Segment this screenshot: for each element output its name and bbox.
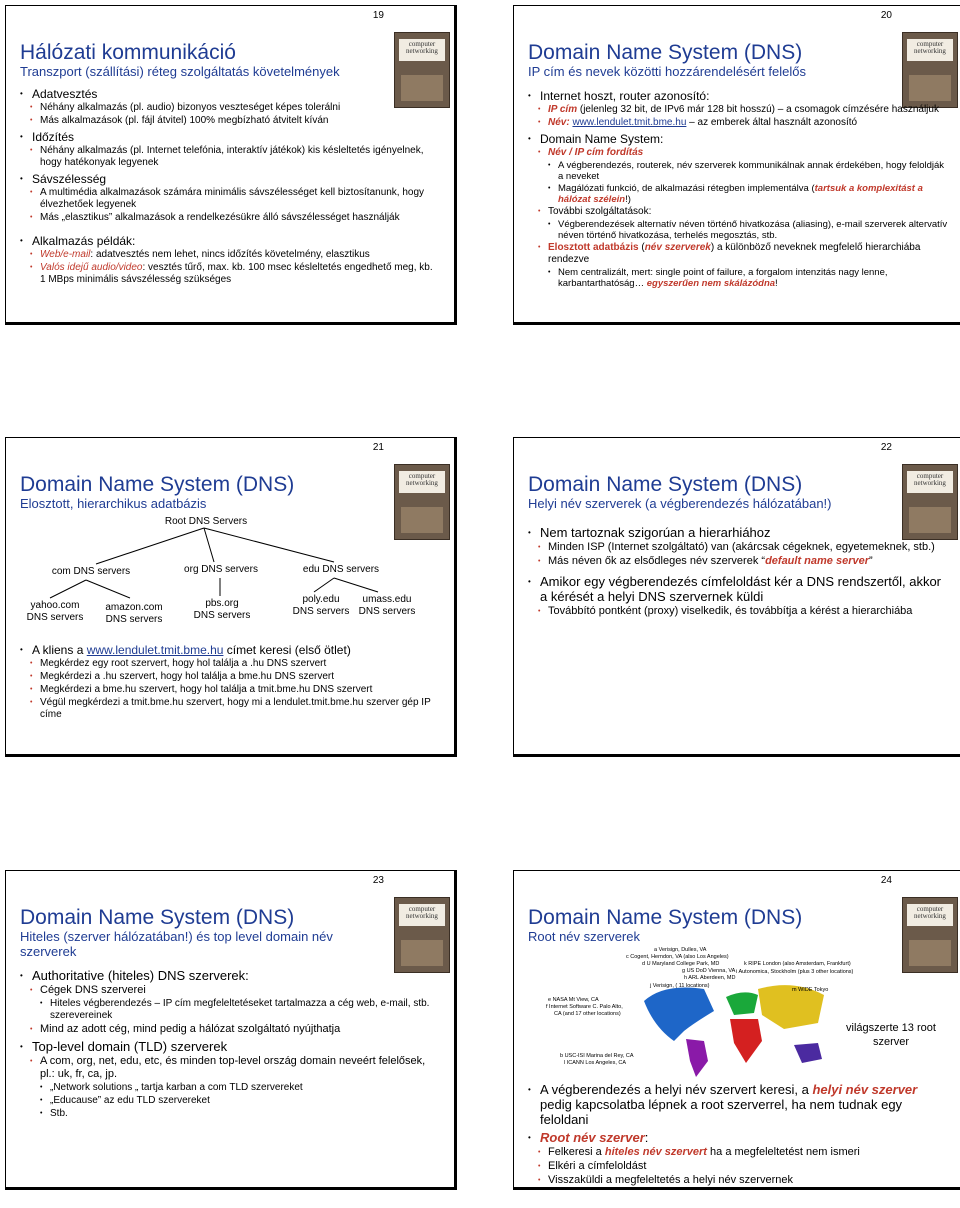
sub-bullet: • Név: www.lendulet.tmit.bme.hu – az emberek által használt azonosító xyxy=(528,117,948,129)
slide-title: Domain Name System (DNS) xyxy=(528,906,803,929)
root-server-label: h ARL Aberdeen, MD xyxy=(684,975,736,981)
sub-sub-bullet: • Hiteles végberendezés – IP cím megfeleltetéseket tartalmazza a cég web, e-mail, stb. szerevereinek xyxy=(20,998,440,1022)
root-server-label: i Autonomica, Stockholm (plus 3 other locations) xyxy=(736,969,854,975)
slide-22 xyxy=(513,437,960,757)
slide-subtitle: Hiteles (szerver hálózatában!) és top level domain név szerverek xyxy=(20,929,333,959)
sub-bullet: • Cégek DNS szerverei xyxy=(20,984,440,997)
slide-body xyxy=(20,84,440,286)
pbs-dns-node: pbs.org DNS servers xyxy=(193,598,251,621)
slide-number: 21 xyxy=(372,442,384,453)
book-cover-icon: computer networking xyxy=(394,32,450,108)
slide-number: 19 xyxy=(372,10,384,21)
slide-20 xyxy=(513,5,960,325)
slide-title: Domain Name System (DNS) xyxy=(20,906,295,929)
sub-bullet: • Valós idejű audio/video: vesztés tűrő, max. kb. 100 msec késleltetés engedhető meg, kb. 1 MBps minimális sávszélesség szükséges xyxy=(20,262,440,286)
bullet: • A kliens a www.lendulet.tmit.bme.hu címet keresi (első ötlet) xyxy=(20,643,440,657)
bullet: • Adatvesztés xyxy=(20,87,440,101)
sub-bullet: • Más néven ők az elsődleges név szerverek “default name server” xyxy=(528,555,948,568)
sub-bullet: • Néhány alkalmazás (pl. Internet telefónia, interaktív játékok) kis késleltetés igényelnek, hogy hatékonyak legyenek xyxy=(20,145,440,169)
com-dns-node: com DNS servers xyxy=(51,566,131,577)
sub-bullet: • Más alkalmazások (pl. fájl átvitel) 100% megbízható átvitelt kíván xyxy=(20,115,440,127)
root-server-label: j Verisign, ( 11 locations) xyxy=(650,983,710,989)
bullet: • A végberendezés a helyi név szervert keresi, a helyi név szerver pedig kapcsolatba lépnek a root szerverrel, ha nem tudnak egy feloldani xyxy=(528,1082,948,1127)
root-server-label: CA (and 17 other locations) xyxy=(554,1011,621,1017)
bullet: • Időzítés xyxy=(20,130,440,144)
sub-sub-bullet: • „Network solutions „ tartja karban a com TLD szervereket xyxy=(20,1082,440,1094)
sub-bullet: • A multimédia alkalmazások számára minimális sávszélességet kell biztosítanunk, hogy élvezhetőek legyenek xyxy=(20,187,440,211)
umass-dns-node: umass.edu DNS servers xyxy=(358,594,416,617)
sub-bullet: • Megkérdez egy root szervert, hogy hol találja a .hu DNS szervert xyxy=(20,658,440,670)
sub-sub-bullet: • A végberendezés, routerek, név szerverek kommunikálnak annak érdekében, hogy feloldják a neveket xyxy=(528,160,948,182)
org-dns-node: org DNS servers xyxy=(184,564,258,575)
slide-subtitle: Transzport (szállítási) réteg szolgáltatás követelmények xyxy=(20,64,340,79)
sub-bullet: • Név / IP cím fordítás xyxy=(528,147,948,159)
slide-21 xyxy=(5,437,457,757)
bullet: • Internet hoszt, router azonosító: xyxy=(528,89,948,103)
bullet: • Amikor egy végberendezés címfeloldást kér a DNS rendszertől, akkor a kérését a helyi DNS szervernek küldi xyxy=(528,574,948,604)
sub-bullet: • Megkérdezi a bme.hu szervert, hogy hol találja a tmit.bme.hu DNS szervert xyxy=(20,684,440,696)
root-server-label: g US DoD Vienna, VA xyxy=(682,968,736,974)
slide-subtitle: Helyi név szerverek (a végberendezés hálózatában!) xyxy=(528,496,832,511)
slide-body xyxy=(20,965,440,1120)
slide-title: Hálózati kommunikáció xyxy=(20,41,236,64)
root-server-label: m WIDE Tokyo xyxy=(792,987,829,993)
root-dns-node: Root DNS Servers xyxy=(164,516,248,527)
slide-24 xyxy=(513,870,960,1190)
url-link[interactable]: www.lendulet.tmit.bme.hu xyxy=(572,117,687,128)
bullet: • Authoritative (hiteles) DNS szerverek: xyxy=(20,968,440,983)
root-server-label: k RIPE London (also Amsterdam, Frankfurt) xyxy=(744,961,851,967)
sub-sub-bullet: • Végberendezések alternatív néven történő hivatkozása (aliasing), e-mail szerverek altervatív néven történő hivatkozása, terhelés megosztás, stb. xyxy=(528,219,948,241)
slide-subtitle: IP cím és nevek közötti hozzárendelésért felelős xyxy=(528,64,806,79)
sub-sub-bullet: • Stb. xyxy=(20,1108,440,1120)
slide-title: Domain Name System (DNS) xyxy=(528,41,803,64)
sub-bullet: • Végül megkérdezi a tmit.bme.hu szervert, hogy mi a lendulet.tmit.bme.hu szerver gép IP címe xyxy=(20,697,440,721)
slide-subtitle: Elosztott, hierarchikus adatbázis xyxy=(20,496,207,511)
sub-bullet: • Minden ISP (Internet szolgáltató) van (akárcsak cégeknek, egyetemeknek, stb.) xyxy=(528,541,948,554)
bullet: • Alkalmazás példák: xyxy=(20,234,440,248)
book-cover-icon: computer networking xyxy=(902,464,958,540)
slide-23 xyxy=(5,870,457,1190)
bullet: • Nem tartoznak szigorúan a hierarhiához xyxy=(528,525,948,540)
root-server-label: b USC-ISI Marina del Rey, CA xyxy=(560,1053,634,1059)
slide-number: 23 xyxy=(372,875,384,886)
sub-sub-bullet: • Magálózati funkció, de alkalmazási rétegben implementálva (tartsuk a komplexitást a hálózat szélein!) xyxy=(528,183,948,205)
slide-title: Domain Name System (DNS) xyxy=(20,473,295,496)
bullet: • Root név szerver: xyxy=(528,1130,948,1145)
book-cover-icon: computer networking xyxy=(394,897,450,973)
sub-bullet: • Visszaküldi a megfeleltetés a helyi név szervernek xyxy=(528,1174,948,1187)
book-cover-icon: computer networking xyxy=(394,464,450,540)
sub-bullet: • Elkéri a címfeloldást xyxy=(528,1160,948,1173)
sub-bullet: • A com, org, net, edu, etc, és minden top-level ország domain neveért felelősek, pl.: uk, fr, ca, jp. xyxy=(20,1055,440,1081)
root-server-label: a Verisign, Dulles, VA xyxy=(654,947,707,953)
slide-number: 22 xyxy=(880,442,892,453)
slide-title: Domain Name System (DNS) xyxy=(528,473,803,496)
yahoo-dns-node: yahoo.com DNS servers xyxy=(26,600,84,623)
amazon-dns-node: amazon.com DNS servers xyxy=(105,602,163,625)
sub-bullet: • Felkeresi a hiteles név szervert ha a megfeleltetést nem ismeri xyxy=(528,1146,948,1159)
sub-bullet: • Megkérdezi a .hu szervert, hogy hol találja a bme.hu DNS szervert xyxy=(20,671,440,683)
book-cover-icon: computer networking xyxy=(902,897,958,973)
root-server-label: l ICANN Los Angeles, CA xyxy=(564,1060,627,1066)
sub-bullet: • Web/e-mail: adatvesztés nem lehet, nincs időzítés követelmény, elasztikus xyxy=(20,249,440,261)
slide-body xyxy=(528,1079,948,1187)
slide-19 xyxy=(5,5,457,325)
slide-number: 24 xyxy=(880,875,892,886)
root-server-label: c Cogent, Herndon, VA (also Los Angeles) xyxy=(626,954,729,960)
edu-dns-node: edu DNS servers xyxy=(302,564,380,575)
slide-subtitle: Root név szerverek xyxy=(528,929,640,944)
book-cover-icon: computer networking xyxy=(902,32,958,108)
url-link[interactable]: www.lendulet.tmit.bme.hu xyxy=(86,643,224,657)
sub-bullet: • Más „elasztikus” alkalmazások a rendelkezésükre álló sávszélességet használják xyxy=(20,212,440,224)
sub-bullet: • Továbbító pontként (proxy) viselkedik, és továbbítja a kérést a hierarchiába xyxy=(528,605,948,618)
bullet: • Domain Name System: xyxy=(528,132,948,146)
slide-number: 20 xyxy=(880,10,892,21)
sub-bullet: • Mind az adott cég, mind pedig a hálózat szolgáltató nyújthatja xyxy=(20,1023,440,1036)
slide-body xyxy=(20,640,440,721)
root-server-label: d U Maryland College Park, MD xyxy=(642,961,720,967)
sub-bullet: • További szolgáltatások: xyxy=(528,206,948,218)
root-server-count-note: világszerte 13 root szerver xyxy=(846,1022,936,1048)
slide-body xyxy=(528,522,948,618)
root-server-label: e NASA Mt View, CA xyxy=(548,997,599,1003)
sub-bullet: • Elosztott adatbázis (név szerverek) a különböző neveknek megfelelő hierarchiába rendezve xyxy=(528,242,948,266)
root-server-label: f Internet Software C. Palo Alto, xyxy=(546,1004,623,1010)
poly-dns-node: poly.edu DNS servers xyxy=(292,594,350,617)
sub-bullet: • IP cím (jelenleg 32 bit, de IPv6 már 128 bit hosszú) – a csomagok címzésére használjuk xyxy=(528,104,948,116)
slide-body xyxy=(528,86,948,289)
bullet: • Top-level domain (TLD) szerverek xyxy=(20,1039,440,1054)
sub-sub-bullet: • „Educause” az edu TLD szervereket xyxy=(20,1095,440,1107)
sub-bullet: • Néhány alkalmazás (pl. audio) bizonyos veszteséget képes tolerálni xyxy=(20,102,440,114)
sub-sub-bullet: • Nem centralizált, mert: single point of failure, a forgalom intenzitás nagy lenne, karbantarthatóság… egyszerűen nem skálázódna! xyxy=(528,267,948,289)
bullet: • Sávszélesség xyxy=(20,172,440,186)
